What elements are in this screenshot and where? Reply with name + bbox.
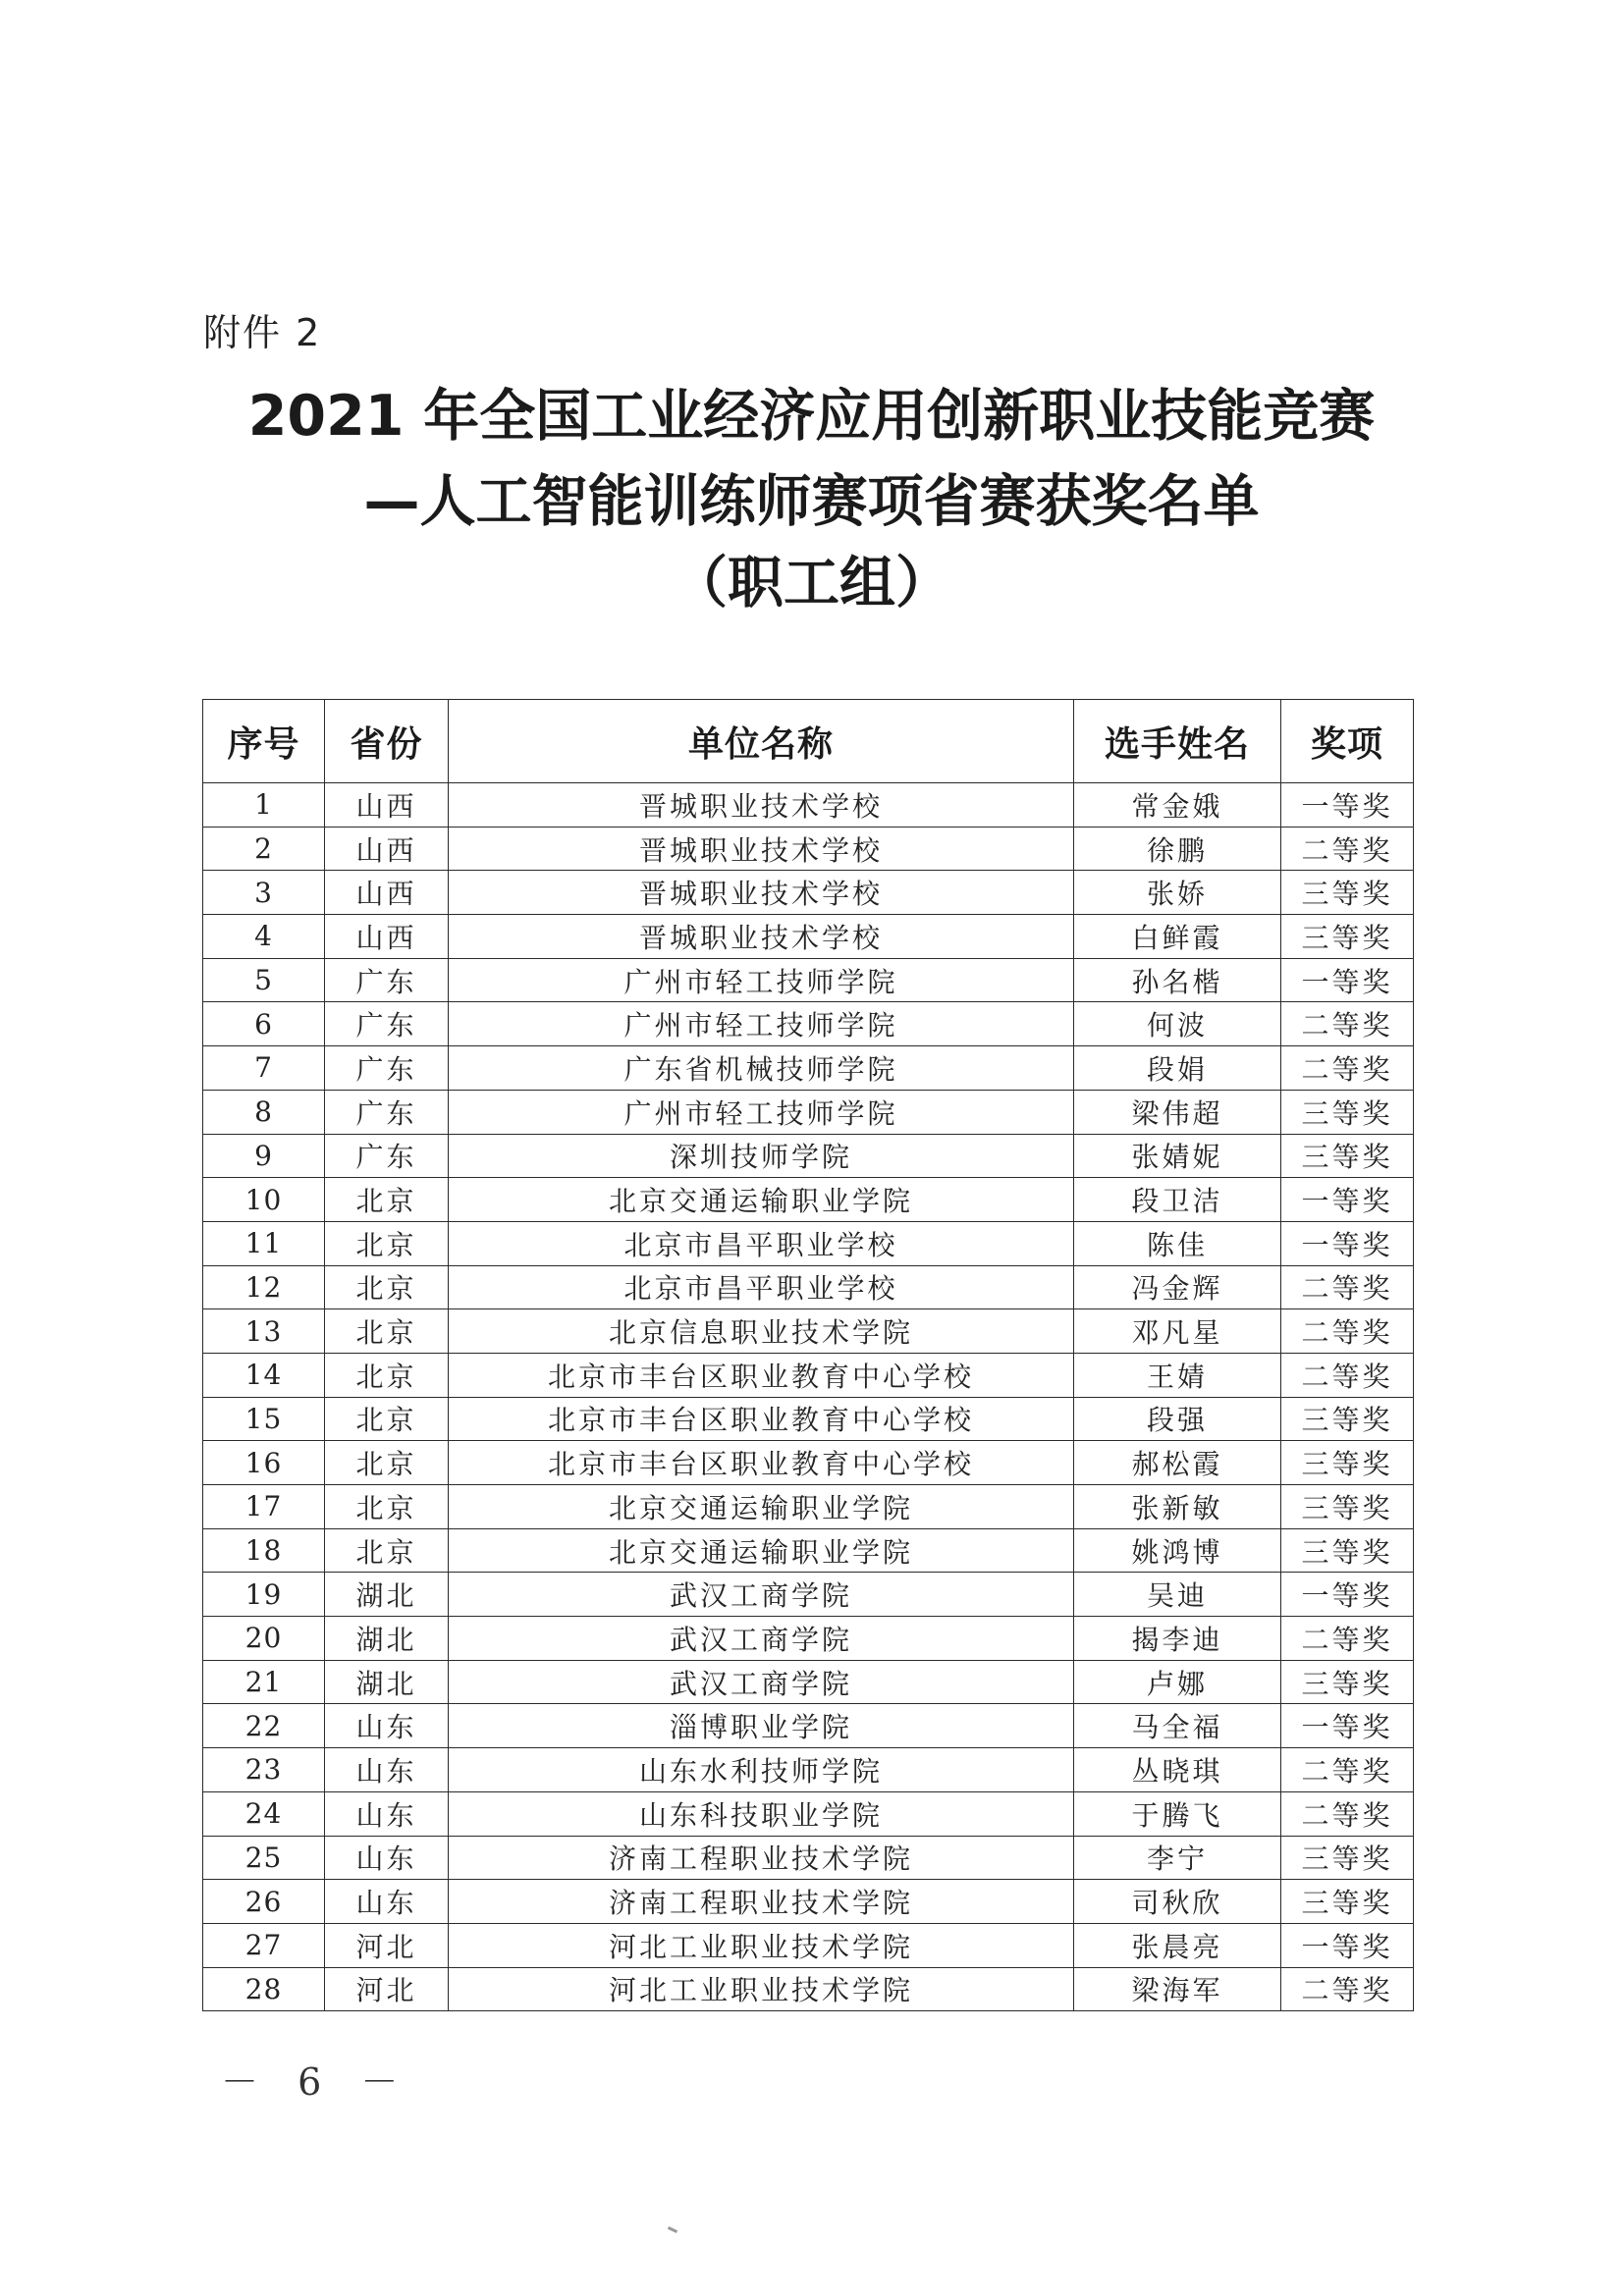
cell-unit-name: 晋城职业技术学校 <box>449 871 1074 915</box>
cell-contestant-name: 邓凡星 <box>1074 1309 1281 1354</box>
cell-index: 27 <box>203 1923 325 1967</box>
cell-unit-name: 武汉工商学院 <box>449 1617 1074 1661</box>
cell-province: 北京 <box>325 1528 449 1573</box>
cell-contestant-name: 梁海军 <box>1074 1967 1281 2011</box>
cell-province: 广东 <box>325 1134 449 1178</box>
table-row <box>203 1528 1414 1573</box>
cell-contestant-name: 王婧 <box>1074 1353 1281 1397</box>
cell-contestant-name: 常金娥 <box>1074 783 1281 828</box>
cell-contestant-name: 马全福 <box>1074 1704 1281 1748</box>
cell-province: 广东 <box>325 958 449 1002</box>
cell-index: 25 <box>203 1836 325 1880</box>
header-province: 省份 <box>325 700 449 783</box>
cell-index: 13 <box>203 1309 325 1354</box>
cell-contestant-name: 何波 <box>1074 1002 1281 1046</box>
table-row <box>203 1485 1414 1529</box>
cell-unit-name: 深圳技师学院 <box>449 1134 1074 1178</box>
cell-award: 三等奖 <box>1281 1090 1414 1134</box>
cell-index: 9 <box>203 1134 325 1178</box>
cell-province: 北京 <box>325 1353 449 1397</box>
cell-index: 6 <box>203 1002 325 1046</box>
cell-award: 三等奖 <box>1281 1397 1414 1441</box>
table-row <box>203 1397 1414 1441</box>
cell-unit-name: 山东科技职业学院 <box>449 1791 1074 1836</box>
table-row <box>203 1221 1414 1265</box>
cell-award: 一等奖 <box>1281 1221 1414 1265</box>
cell-province: 山东 <box>325 1791 449 1836</box>
cell-index: 23 <box>203 1748 325 1792</box>
cell-index: 14 <box>203 1353 325 1397</box>
cell-index: 1 <box>203 783 325 828</box>
table-row <box>203 1880 1414 1924</box>
cell-province: 山东 <box>325 1836 449 1880</box>
cell-unit-name: 晋城职业技术学校 <box>449 827 1074 871</box>
cell-unit-name: 山东水利技师学院 <box>449 1748 1074 1792</box>
cell-award: 一等奖 <box>1281 1573 1414 1617</box>
cell-index: 15 <box>203 1397 325 1441</box>
page-number: － 6 － <box>221 2060 412 2104</box>
cell-index: 7 <box>203 1046 325 1091</box>
cell-index: 12 <box>203 1265 325 1309</box>
cell-unit-name: 广州市轻工技师学院 <box>449 958 1074 1002</box>
cell-index: 8 <box>203 1090 325 1134</box>
cell-unit-name: 北京交通运输职业学院 <box>449 1178 1074 1222</box>
cell-province: 广东 <box>325 1090 449 1134</box>
table-row <box>203 871 1414 915</box>
cell-province: 河北 <box>325 1923 449 1967</box>
cell-award: 二等奖 <box>1281 1002 1414 1046</box>
cell-unit-name: 晋城职业技术学校 <box>449 783 1074 828</box>
cell-province: 山西 <box>325 827 449 871</box>
cell-province: 湖北 <box>325 1617 449 1661</box>
cell-award: 三等奖 <box>1281 1836 1414 1880</box>
cell-unit-name: 北京市丰台区职业教育中心学校 <box>449 1441 1074 1485</box>
table-row <box>203 1002 1414 1046</box>
cell-unit-name: 济南工程职业技术学院 <box>449 1880 1074 1924</box>
cell-award: 二等奖 <box>1281 1309 1414 1354</box>
cell-contestant-name: 张婧妮 <box>1074 1134 1281 1178</box>
cell-unit-name: 河北工业职业技术学院 <box>449 1923 1074 1967</box>
table-row <box>203 958 1414 1002</box>
cell-award: 一等奖 <box>1281 783 1414 828</box>
cell-province: 湖北 <box>325 1573 449 1617</box>
table-row <box>203 783 1414 828</box>
cell-index: 19 <box>203 1573 325 1617</box>
cell-index: 17 <box>203 1485 325 1529</box>
cell-award: 一等奖 <box>1281 1704 1414 1748</box>
cell-index: 3 <box>203 871 325 915</box>
cell-contestant-name: 徐鹏 <box>1074 827 1281 871</box>
cell-award: 三等奖 <box>1281 1528 1414 1573</box>
cell-award: 三等奖 <box>1281 915 1414 959</box>
cell-province: 山东 <box>325 1748 449 1792</box>
cell-contestant-name: 揭李迪 <box>1074 1617 1281 1661</box>
cell-province: 北京 <box>325 1265 449 1309</box>
table-row <box>203 1967 1414 2011</box>
table-row <box>203 1791 1414 1836</box>
cell-contestant-name: 司秋欣 <box>1074 1880 1281 1924</box>
cell-index: 10 <box>203 1178 325 1222</box>
cell-unit-name: 北京交通运输职业学院 <box>449 1485 1074 1529</box>
table-row <box>203 1265 1414 1309</box>
cell-index: 18 <box>203 1528 325 1573</box>
cell-award: 二等奖 <box>1281 827 1414 871</box>
table-row <box>203 1046 1414 1091</box>
cell-province: 山东 <box>325 1880 449 1924</box>
cell-award: 三等奖 <box>1281 1660 1414 1704</box>
cell-index: 2 <box>203 827 325 871</box>
cell-unit-name: 晋城职业技术学校 <box>449 915 1074 959</box>
cell-award: 二等奖 <box>1281 1265 1414 1309</box>
table-row <box>203 1353 1414 1397</box>
cell-index: 11 <box>203 1221 325 1265</box>
table-row <box>203 1704 1414 1748</box>
cell-award: 三等奖 <box>1281 1880 1414 1924</box>
cell-award: 一等奖 <box>1281 958 1414 1002</box>
table-body <box>203 783 1414 2011</box>
cell-index: 24 <box>203 1791 325 1836</box>
cell-award: 三等奖 <box>1281 871 1414 915</box>
cell-unit-name: 北京市昌平职业学校 <box>449 1265 1074 1309</box>
cell-contestant-name: 丛晓琪 <box>1074 1748 1281 1792</box>
table-row <box>203 915 1414 959</box>
cell-award: 三等奖 <box>1281 1485 1414 1529</box>
cell-award: 一等奖 <box>1281 1923 1414 1967</box>
cell-unit-name: 北京信息职业技术学院 <box>449 1309 1074 1354</box>
table-row <box>203 1923 1414 1967</box>
table-row <box>203 1748 1414 1792</box>
cell-contestant-name: 梁伟超 <box>1074 1090 1281 1134</box>
cell-contestant-name: 姚鸿博 <box>1074 1528 1281 1573</box>
cell-award: 三等奖 <box>1281 1134 1414 1178</box>
table-row <box>203 1573 1414 1617</box>
cell-province: 北京 <box>325 1485 449 1529</box>
attachment-label: 附件 2 <box>203 311 322 354</box>
cell-contestant-name: 白鲜霞 <box>1074 915 1281 959</box>
cell-unit-name: 济南工程职业技术学院 <box>449 1836 1074 1880</box>
table-row <box>203 1090 1414 1134</box>
table-row <box>203 1134 1414 1178</box>
cell-unit-name: 广东省机械技师学院 <box>449 1046 1074 1091</box>
cell-contestant-name: 段卫洁 <box>1074 1178 1281 1222</box>
cell-unit-name: 淄博职业学院 <box>449 1704 1074 1748</box>
cell-index: 21 <box>203 1660 325 1704</box>
cell-province: 河北 <box>325 1967 449 2011</box>
cell-index: 20 <box>203 1617 325 1661</box>
cell-unit-name: 北京市昌平职业学校 <box>449 1221 1074 1265</box>
cell-province: 北京 <box>325 1178 449 1222</box>
cell-award: 三等奖 <box>1281 1441 1414 1485</box>
cell-index: 4 <box>203 915 325 959</box>
title-line-2: —人工智能训练师赛项省赛获奖名单 <box>363 469 1260 534</box>
cell-contestant-name: 冯金辉 <box>1074 1265 1281 1309</box>
cell-province: 北京 <box>325 1221 449 1265</box>
cell-province: 广东 <box>325 1002 449 1046</box>
cell-unit-name: 北京市丰台区职业教育中心学校 <box>449 1397 1074 1441</box>
cell-contestant-name: 段娟 <box>1074 1046 1281 1091</box>
scan-speck <box>668 2226 677 2233</box>
cell-province: 广东 <box>325 1046 449 1091</box>
cell-province: 湖北 <box>325 1660 449 1704</box>
cell-unit-name: 武汉工商学院 <box>449 1660 1074 1704</box>
table-row <box>203 1660 1414 1704</box>
cell-award: 二等奖 <box>1281 1791 1414 1836</box>
cell-contestant-name: 于腾飞 <box>1074 1791 1281 1836</box>
title-line-3: （职工组） <box>672 551 951 615</box>
cell-index: 16 <box>203 1441 325 1485</box>
cell-province: 北京 <box>325 1397 449 1441</box>
table-header-row <box>203 700 1414 783</box>
cell-contestant-name: 卢娜 <box>1074 1660 1281 1704</box>
table-row <box>203 1617 1414 1661</box>
cell-unit-name: 武汉工商学院 <box>449 1573 1074 1617</box>
cell-index: 26 <box>203 1880 325 1924</box>
cell-award: 二等奖 <box>1281 1967 1414 2011</box>
table-row <box>203 1309 1414 1354</box>
awards-table <box>202 699 1414 2011</box>
cell-award: 二等奖 <box>1281 1748 1414 1792</box>
table-row <box>203 1441 1414 1485</box>
header-award: 奖项 <box>1281 700 1414 783</box>
cell-province: 北京 <box>325 1441 449 1485</box>
cell-province: 山西 <box>325 871 449 915</box>
cell-award: 一等奖 <box>1281 1178 1414 1222</box>
cell-unit-name: 北京交通运输职业学院 <box>449 1528 1074 1573</box>
cell-award: 二等奖 <box>1281 1353 1414 1397</box>
cell-index: 5 <box>203 958 325 1002</box>
cell-unit-name: 广州市轻工技师学院 <box>449 1090 1074 1134</box>
cell-unit-name: 广州市轻工技师学院 <box>449 1002 1074 1046</box>
cell-index: 28 <box>203 1967 325 2011</box>
cell-province: 山西 <box>325 915 449 959</box>
table-row <box>203 827 1414 871</box>
cell-contestant-name: 张娇 <box>1074 871 1281 915</box>
cell-contestant-name: 张晨亮 <box>1074 1923 1281 1967</box>
cell-contestant-name: 张新敏 <box>1074 1485 1281 1529</box>
header-contestant-name: 选手姓名 <box>1074 700 1281 783</box>
cell-contestant-name: 段强 <box>1074 1397 1281 1441</box>
cell-unit-name: 北京市丰台区职业教育中心学校 <box>449 1353 1074 1397</box>
table-row <box>203 1178 1414 1222</box>
cell-unit-name: 河北工业职业技术学院 <box>449 1967 1074 2011</box>
cell-province: 山西 <box>325 783 449 828</box>
cell-contestant-name: 李宁 <box>1074 1836 1281 1880</box>
cell-province: 山东 <box>325 1704 449 1748</box>
cell-contestant-name: 陈佳 <box>1074 1221 1281 1265</box>
cell-contestant-name: 孙名楷 <box>1074 958 1281 1002</box>
cell-province: 北京 <box>325 1309 449 1354</box>
cell-award: 二等奖 <box>1281 1046 1414 1091</box>
table-row <box>203 1836 1414 1880</box>
header-unit-name: 单位名称 <box>449 700 1074 783</box>
header-index: 序号 <box>203 700 325 783</box>
cell-award: 二等奖 <box>1281 1617 1414 1661</box>
cell-index: 22 <box>203 1704 325 1748</box>
title-line-1: 2021 年全国工业经济应用创新职业技能竞赛 <box>247 384 1376 449</box>
cell-contestant-name: 吴迪 <box>1074 1573 1281 1617</box>
cell-contestant-name: 郝松霞 <box>1074 1441 1281 1485</box>
